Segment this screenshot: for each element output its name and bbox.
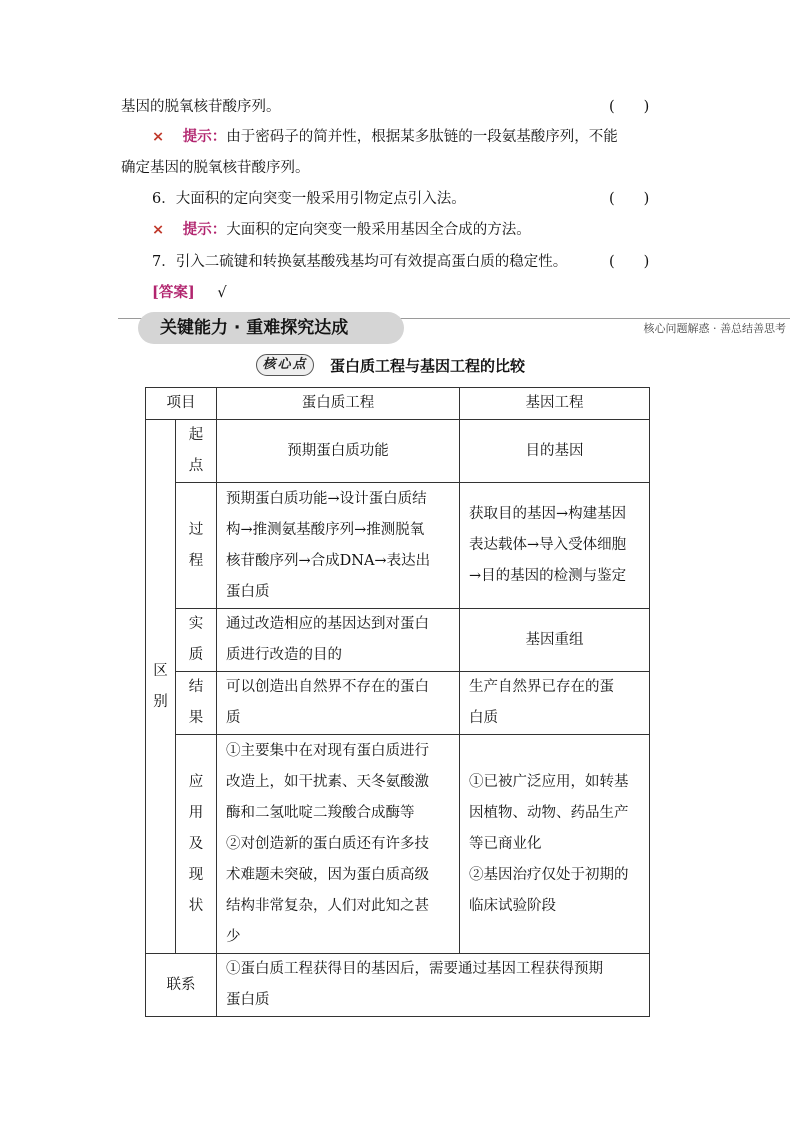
table-row: [146, 420, 650, 483]
hint-6: [152, 220, 531, 240]
row-label: 实 质: [176, 609, 217, 672]
section-banner: 关键能力 · 重难探究达成: [138, 312, 404, 344]
core-point-title: 蛋白质工程与基因工程的比较: [330, 357, 526, 375]
gene-cell: 获取目的基因→构建基因 表达载体→导入受体细胞 →目的基因的检测与鉴定: [460, 483, 650, 609]
wrong-mark-icon: ×: [152, 129, 165, 145]
question-6: 6．大面积的定向突变一般采用引物定点引入法。: [152, 191, 466, 207]
protein-cell: 预期蛋白质功能→设计蛋白质结 构→推测氨基酸序列→推测脱氧 核苷酸序列→合成DNA→表达出 蛋白质: [217, 483, 460, 609]
answer-parentheses: ( ): [609, 254, 650, 270]
wrong-mark-icon: ×: [152, 222, 165, 238]
protein-cell: 通过改造相应的基因达到对蛋白 质进行改造的目的: [217, 609, 460, 672]
row-label: 过 程: [176, 483, 217, 609]
answer-line: [152, 283, 227, 303]
header-protein-engineering: 蛋白质工程: [217, 388, 460, 420]
hint-5-text: 由于密码子的简并性，根据某多肽链的一段氨基酸序列，不能: [226, 129, 618, 145]
header-item: 项目: [146, 388, 217, 420]
row-label: 起 点: [176, 420, 217, 483]
answer-parentheses: ( ): [609, 191, 650, 207]
check-mark-icon: √: [217, 285, 227, 301]
gene-cell: 目的基因: [460, 420, 650, 483]
hint-5: [152, 127, 618, 147]
table-row: [146, 672, 650, 735]
hint-label: 提示：: [182, 221, 227, 238]
answer-label: [答案]: [152, 284, 195, 301]
section-subtitle: 核心问题解惑 · 善总结善思考: [643, 322, 786, 335]
table-row: [146, 609, 650, 672]
row-label: 结 果: [176, 672, 217, 735]
answer-parentheses: ( ): [609, 99, 650, 115]
gene-cell: 基因重组: [460, 609, 650, 672]
comparison-table: [145, 387, 650, 1017]
protein-cell: 可以创造出自然界不存在的蛋白 质: [217, 672, 460, 735]
table-row: [146, 483, 650, 609]
table-header-row: [146, 388, 650, 420]
table-row: [146, 954, 650, 1017]
hint-5-text-continued: 确定基因的脱氧核苷酸序列。: [121, 160, 310, 176]
header-gene-engineering: 基因工程: [460, 388, 650, 420]
table-row: [146, 735, 650, 954]
gene-cell: ①已被广泛应用，如转基 因植物、动物、药品生产 等已商业化 ②基因治疗仅处于初期的 临床试验阶段: [460, 735, 650, 954]
hint-label: 提示：: [182, 128, 227, 145]
row-label: 应 用 及 现 状: [176, 735, 217, 954]
question-7: 7．引入二硫键和转换氨基酸残基均可有效提高蛋白质的稳定性。: [152, 254, 568, 270]
protein-cell: ①主要集中在对现有蛋白质进行 改造上，如干扰素、天冬氨酸激 酶和二氢吡啶二羧酸合成酶等 ②对创造新的蛋白质还有许多技 术难题未突破，因为蛋白质高级 结构非常复杂，人们对此知之甚 少: [217, 735, 460, 954]
protein-cell: 预期蛋白质功能: [217, 420, 460, 483]
question-5-tail: 基因的脱氧核苷酸序列。: [121, 99, 281, 115]
link-label: 联系: [146, 954, 217, 1017]
gene-cell: 生产自然界已存在的蛋 白质: [460, 672, 650, 735]
link-cell: ①蛋白质工程获得目的基因后，需要通过基因工程获得预期 蛋白质: [217, 954, 650, 1017]
core-point-badge: 核心点: [256, 354, 314, 376]
group-label-difference: 区 别: [146, 420, 176, 954]
hint-6-text: 大面积的定向突变一般采用基因全合成的方法。: [226, 222, 531, 238]
